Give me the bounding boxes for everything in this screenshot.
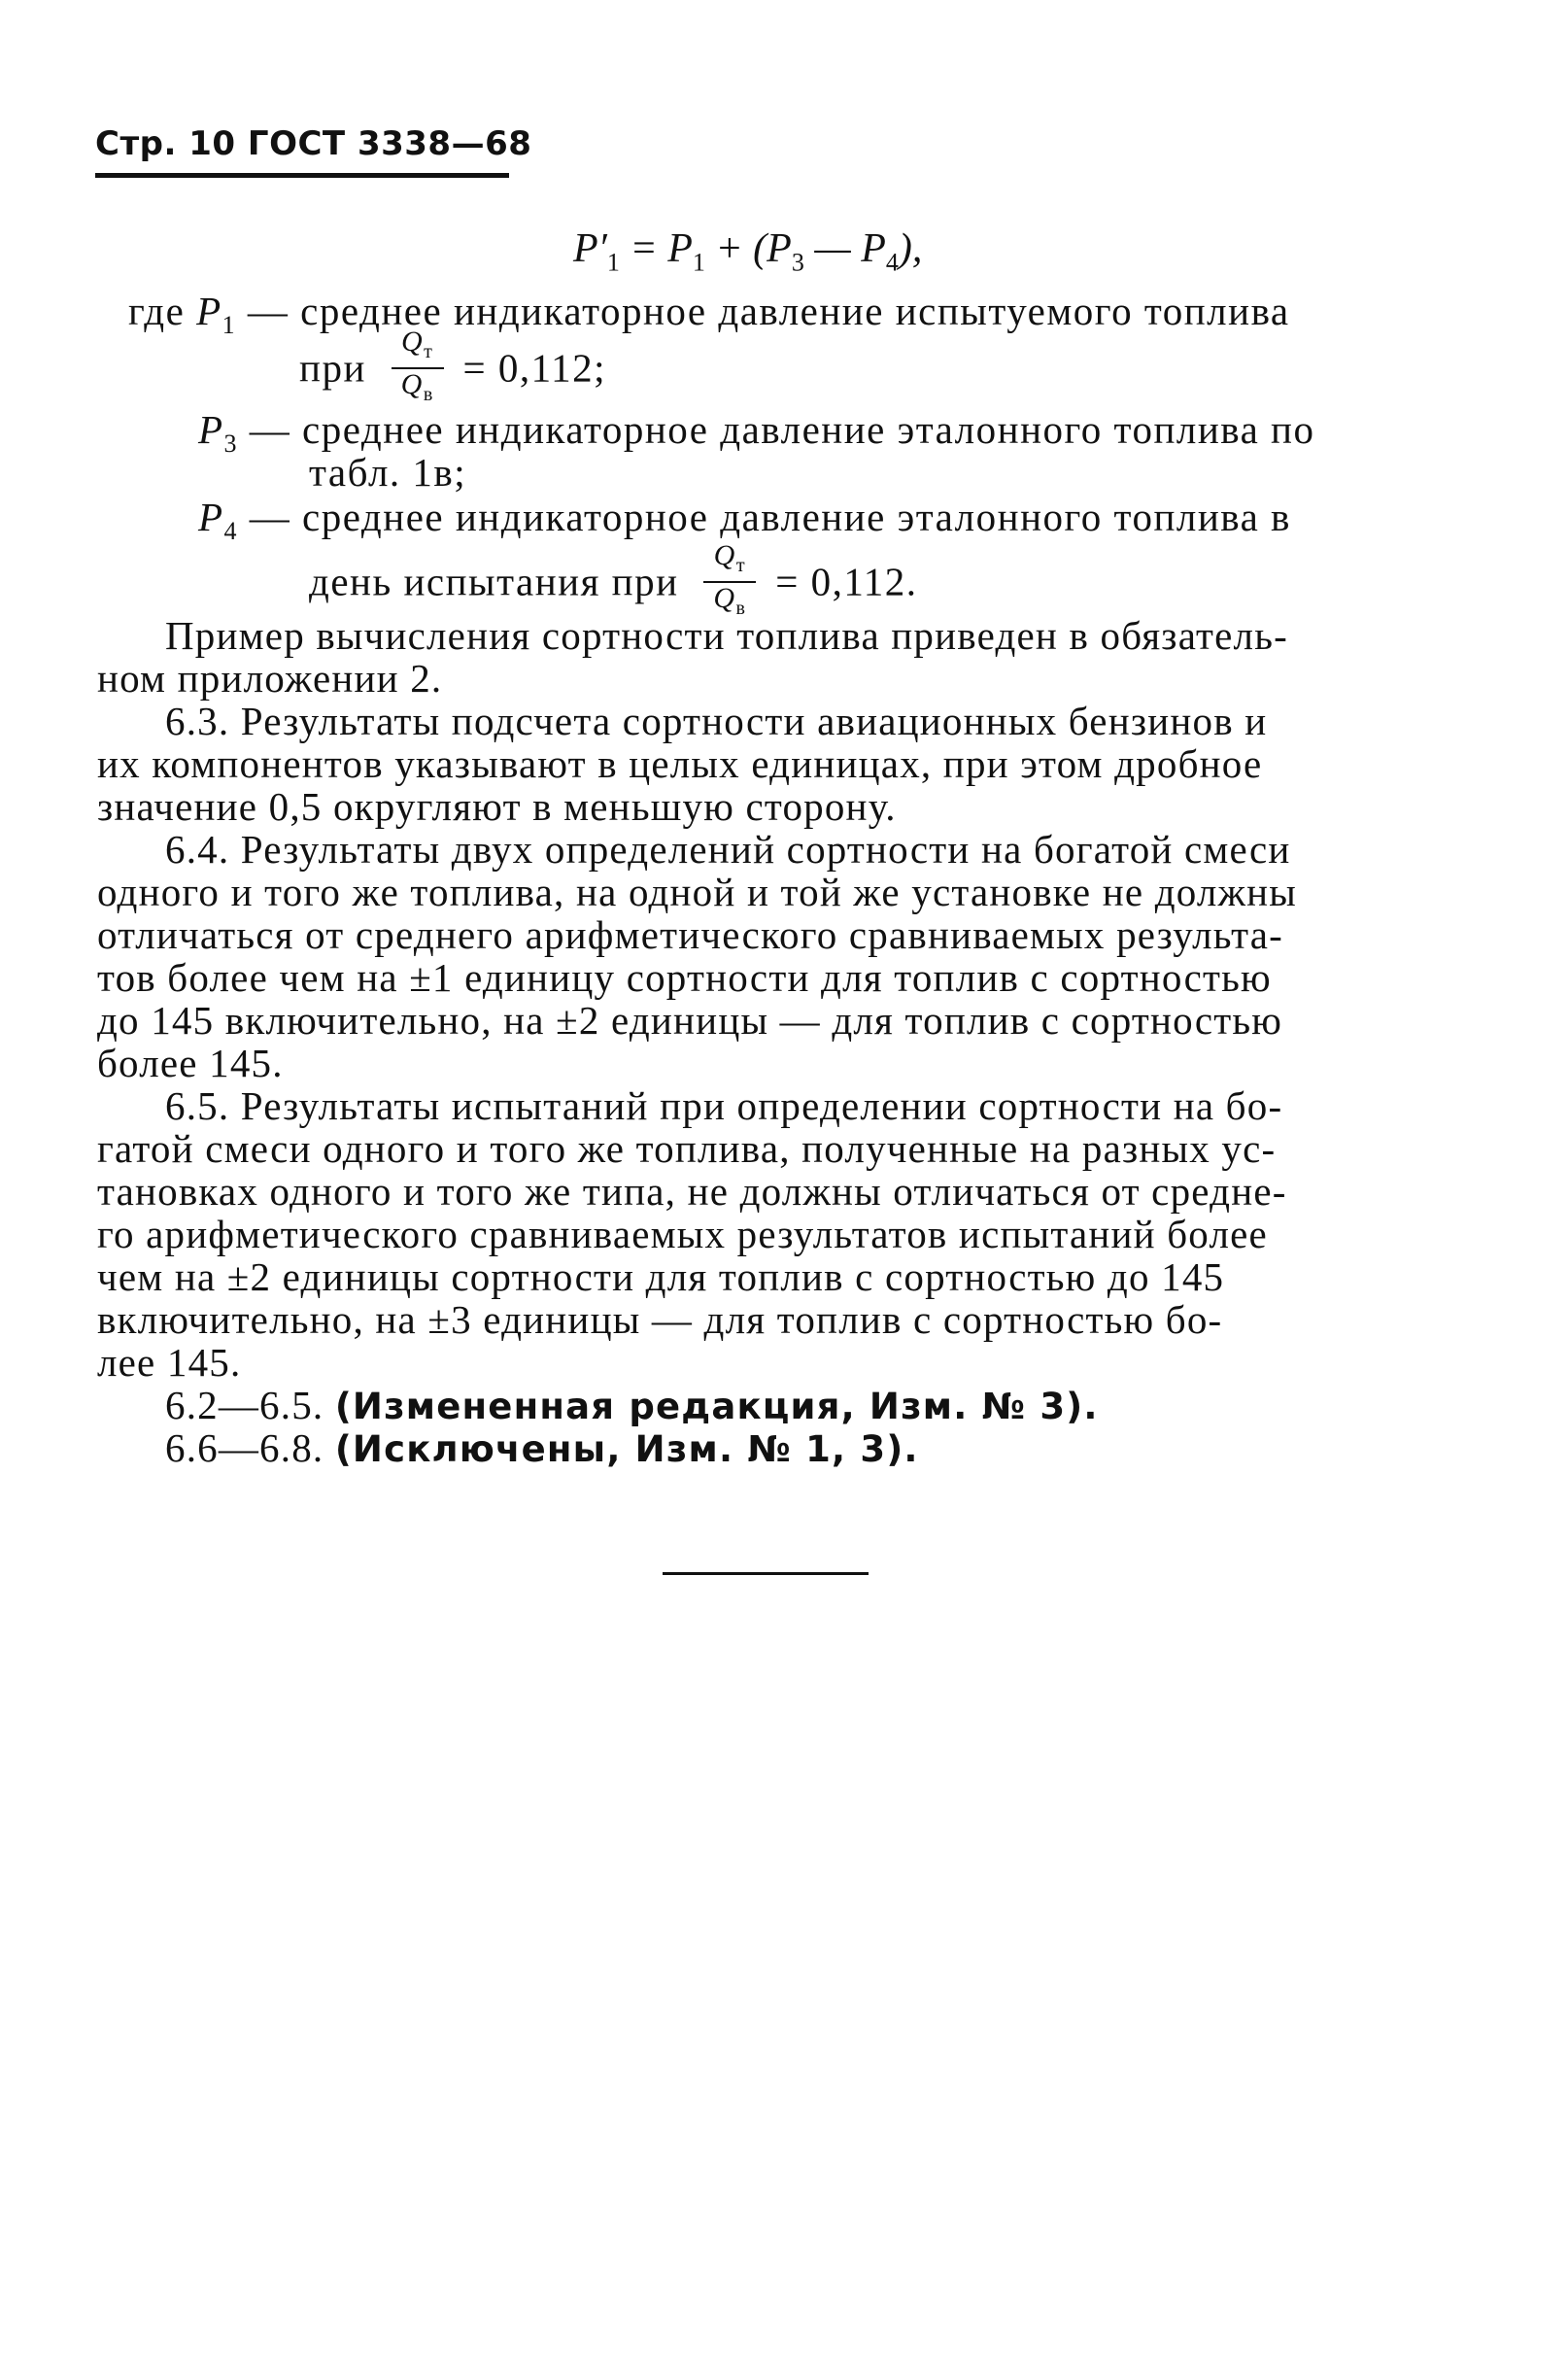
p3-symbol-sub: 3 bbox=[223, 429, 239, 459]
formula-p3-sub: 3 bbox=[791, 248, 804, 277]
example-line-1: Пример вычисления сортности топлива приведен в обязатель- bbox=[165, 613, 1288, 658]
note-excluded bbox=[165, 1424, 919, 1471]
end-rule bbox=[663, 1572, 869, 1575]
formula-eq: = bbox=[619, 226, 668, 271]
definition-p1-continuation bbox=[299, 326, 607, 414]
q-ratio-fraction bbox=[392, 326, 444, 410]
example-line-2: ном приложении 2. bbox=[97, 656, 443, 701]
main-formula bbox=[573, 225, 922, 277]
p1-symbol: P bbox=[196, 289, 222, 333]
note2-number: 6.6—6.8. bbox=[165, 1425, 324, 1470]
p65-line-1: 6.5. Результаты испытаний при определении сортности на бо- bbox=[165, 1083, 1283, 1128]
formula-plus-open: + ( bbox=[704, 226, 767, 271]
p4-symbol-sub: 4 bbox=[223, 517, 239, 546]
formula-minus: — bbox=[803, 226, 862, 271]
fraction-denominator-2: $Q_в$ bbox=[713, 582, 747, 619]
formula-p1: P bbox=[667, 226, 693, 271]
definition-p4 bbox=[198, 494, 1291, 546]
where-word: где bbox=[128, 289, 186, 333]
p1-cont-value: = 0,112; bbox=[462, 345, 607, 391]
note1-text: (Измененная редакция, Изм. № 3). bbox=[334, 1386, 1099, 1427]
fraction-numerator-2: $Q_т$ bbox=[703, 540, 756, 583]
p4-symbol: P bbox=[198, 495, 224, 539]
formula-lhs-sub: 1 bbox=[606, 248, 620, 277]
p64-line-4: тов более чем на ±1 единицу сортности для топлив с сортностью bbox=[97, 955, 1272, 1000]
p1-description: — среднее индикаторное давление испытуемого топлива bbox=[236, 289, 1290, 333]
p64-line-2: одного и того же топлива, на одной и той же установке не должны bbox=[97, 870, 1297, 914]
p65-line-7: лее 145. bbox=[97, 1340, 242, 1385]
definition-p3-continuation: табл. 1в; bbox=[309, 450, 467, 495]
p64-line-6: более 145. bbox=[97, 1041, 284, 1085]
p65-line-2: гатой смеси одного и того же топлива, полученные на разных ус- bbox=[97, 1126, 1277, 1171]
formula-p3: P bbox=[767, 226, 792, 271]
p65-line-5: чем на ±2 единицы сортности для топлив с сортностью до 145 bbox=[97, 1254, 1225, 1299]
p1-cont-prefix: при bbox=[299, 345, 366, 391]
formula-close: ), bbox=[898, 226, 923, 271]
note-amendment-3 bbox=[165, 1382, 1099, 1428]
p63-line-2: их компонентов указывают в целых единицах, при этом дробное bbox=[97, 741, 1263, 786]
page-header: Стр. 10 ГОСТ 3338—68 bbox=[95, 124, 532, 163]
p1-symbol-sub: 1 bbox=[222, 311, 237, 340]
formula-lhs: P′ bbox=[573, 226, 607, 271]
note2-text: (Исключены, Изм. № 1, 3). bbox=[334, 1428, 919, 1470]
p63-line-1: 6.3. Результаты подсчета сортности авиационных бензинов и bbox=[165, 699, 1268, 743]
formula-p1-sub: 1 bbox=[692, 248, 705, 277]
p64-line-5: до 145 включительно, на ±2 единицы — для топлив с сортностью bbox=[97, 998, 1283, 1043]
p63-line-3: значение 0,5 округляют в меньшую сторону. bbox=[97, 784, 897, 829]
p3-symbol: P bbox=[198, 407, 224, 452]
p3-description: — среднее индикаторное давление эталонного топлива по bbox=[238, 407, 1315, 452]
p64-line-1: 6.4. Результаты двух определений сортности на богатой смеси bbox=[165, 827, 1291, 872]
note1-number: 6.2—6.5. bbox=[165, 1383, 324, 1427]
fraction-denominator: $Q_в$ bbox=[400, 368, 434, 405]
p4-description: — среднее индикаторное давление эталонного топлива в bbox=[238, 495, 1291, 539]
fraction-numerator: $Q_т$ bbox=[392, 326, 444, 369]
p65-line-6: включительно, на ±3 единицы — для топлив с сортностью бо- bbox=[97, 1297, 1223, 1342]
p65-line-4: го арифметического сравниваемых результатов испытаний более bbox=[97, 1212, 1268, 1256]
p65-line-3: тановках одного и того же типа, не должны отличаться от средне- bbox=[97, 1169, 1287, 1214]
p4-cont-prefix: день испытания при bbox=[309, 559, 679, 604]
formula-p4: P bbox=[861, 226, 886, 271]
header-rule bbox=[95, 173, 509, 178]
p4-cont-value: = 0,112. bbox=[775, 559, 918, 604]
p64-line-3: отличаться от среднего арифметического сравниваемых результа- bbox=[97, 912, 1283, 957]
formula-p4-sub: 4 bbox=[885, 248, 899, 277]
